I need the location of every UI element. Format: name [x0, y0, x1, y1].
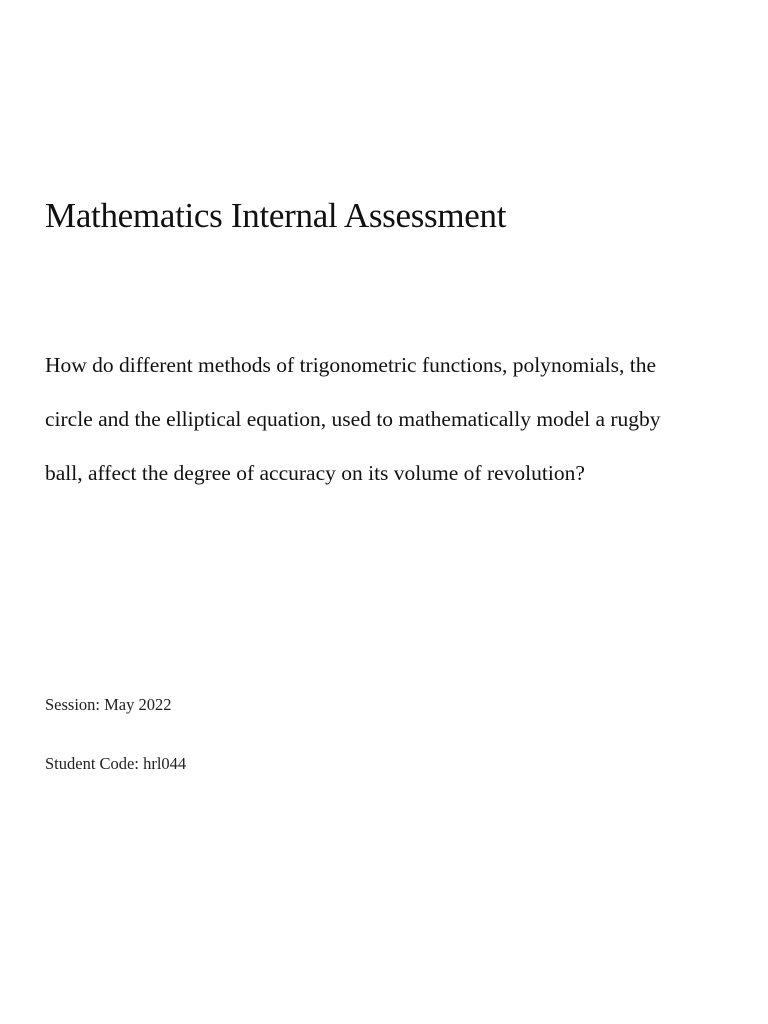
session-label: Session: May 2022 [45, 695, 172, 714]
document-title: Mathematics Internal Assessment [45, 196, 507, 235]
research-question-line-3: ball, affect the degree of accuracy on its volume of revolution? [45, 461, 585, 485]
research-question-line-1: How do different methods of trigonometric functions, polynomials, the [45, 353, 657, 377]
research-question-line-2: circle and the elliptical equation, used to mathematically model a rugby [45, 407, 661, 431]
student-code-label: Student Code: hrl044 [45, 754, 187, 773]
research-question [45, 338, 735, 500]
